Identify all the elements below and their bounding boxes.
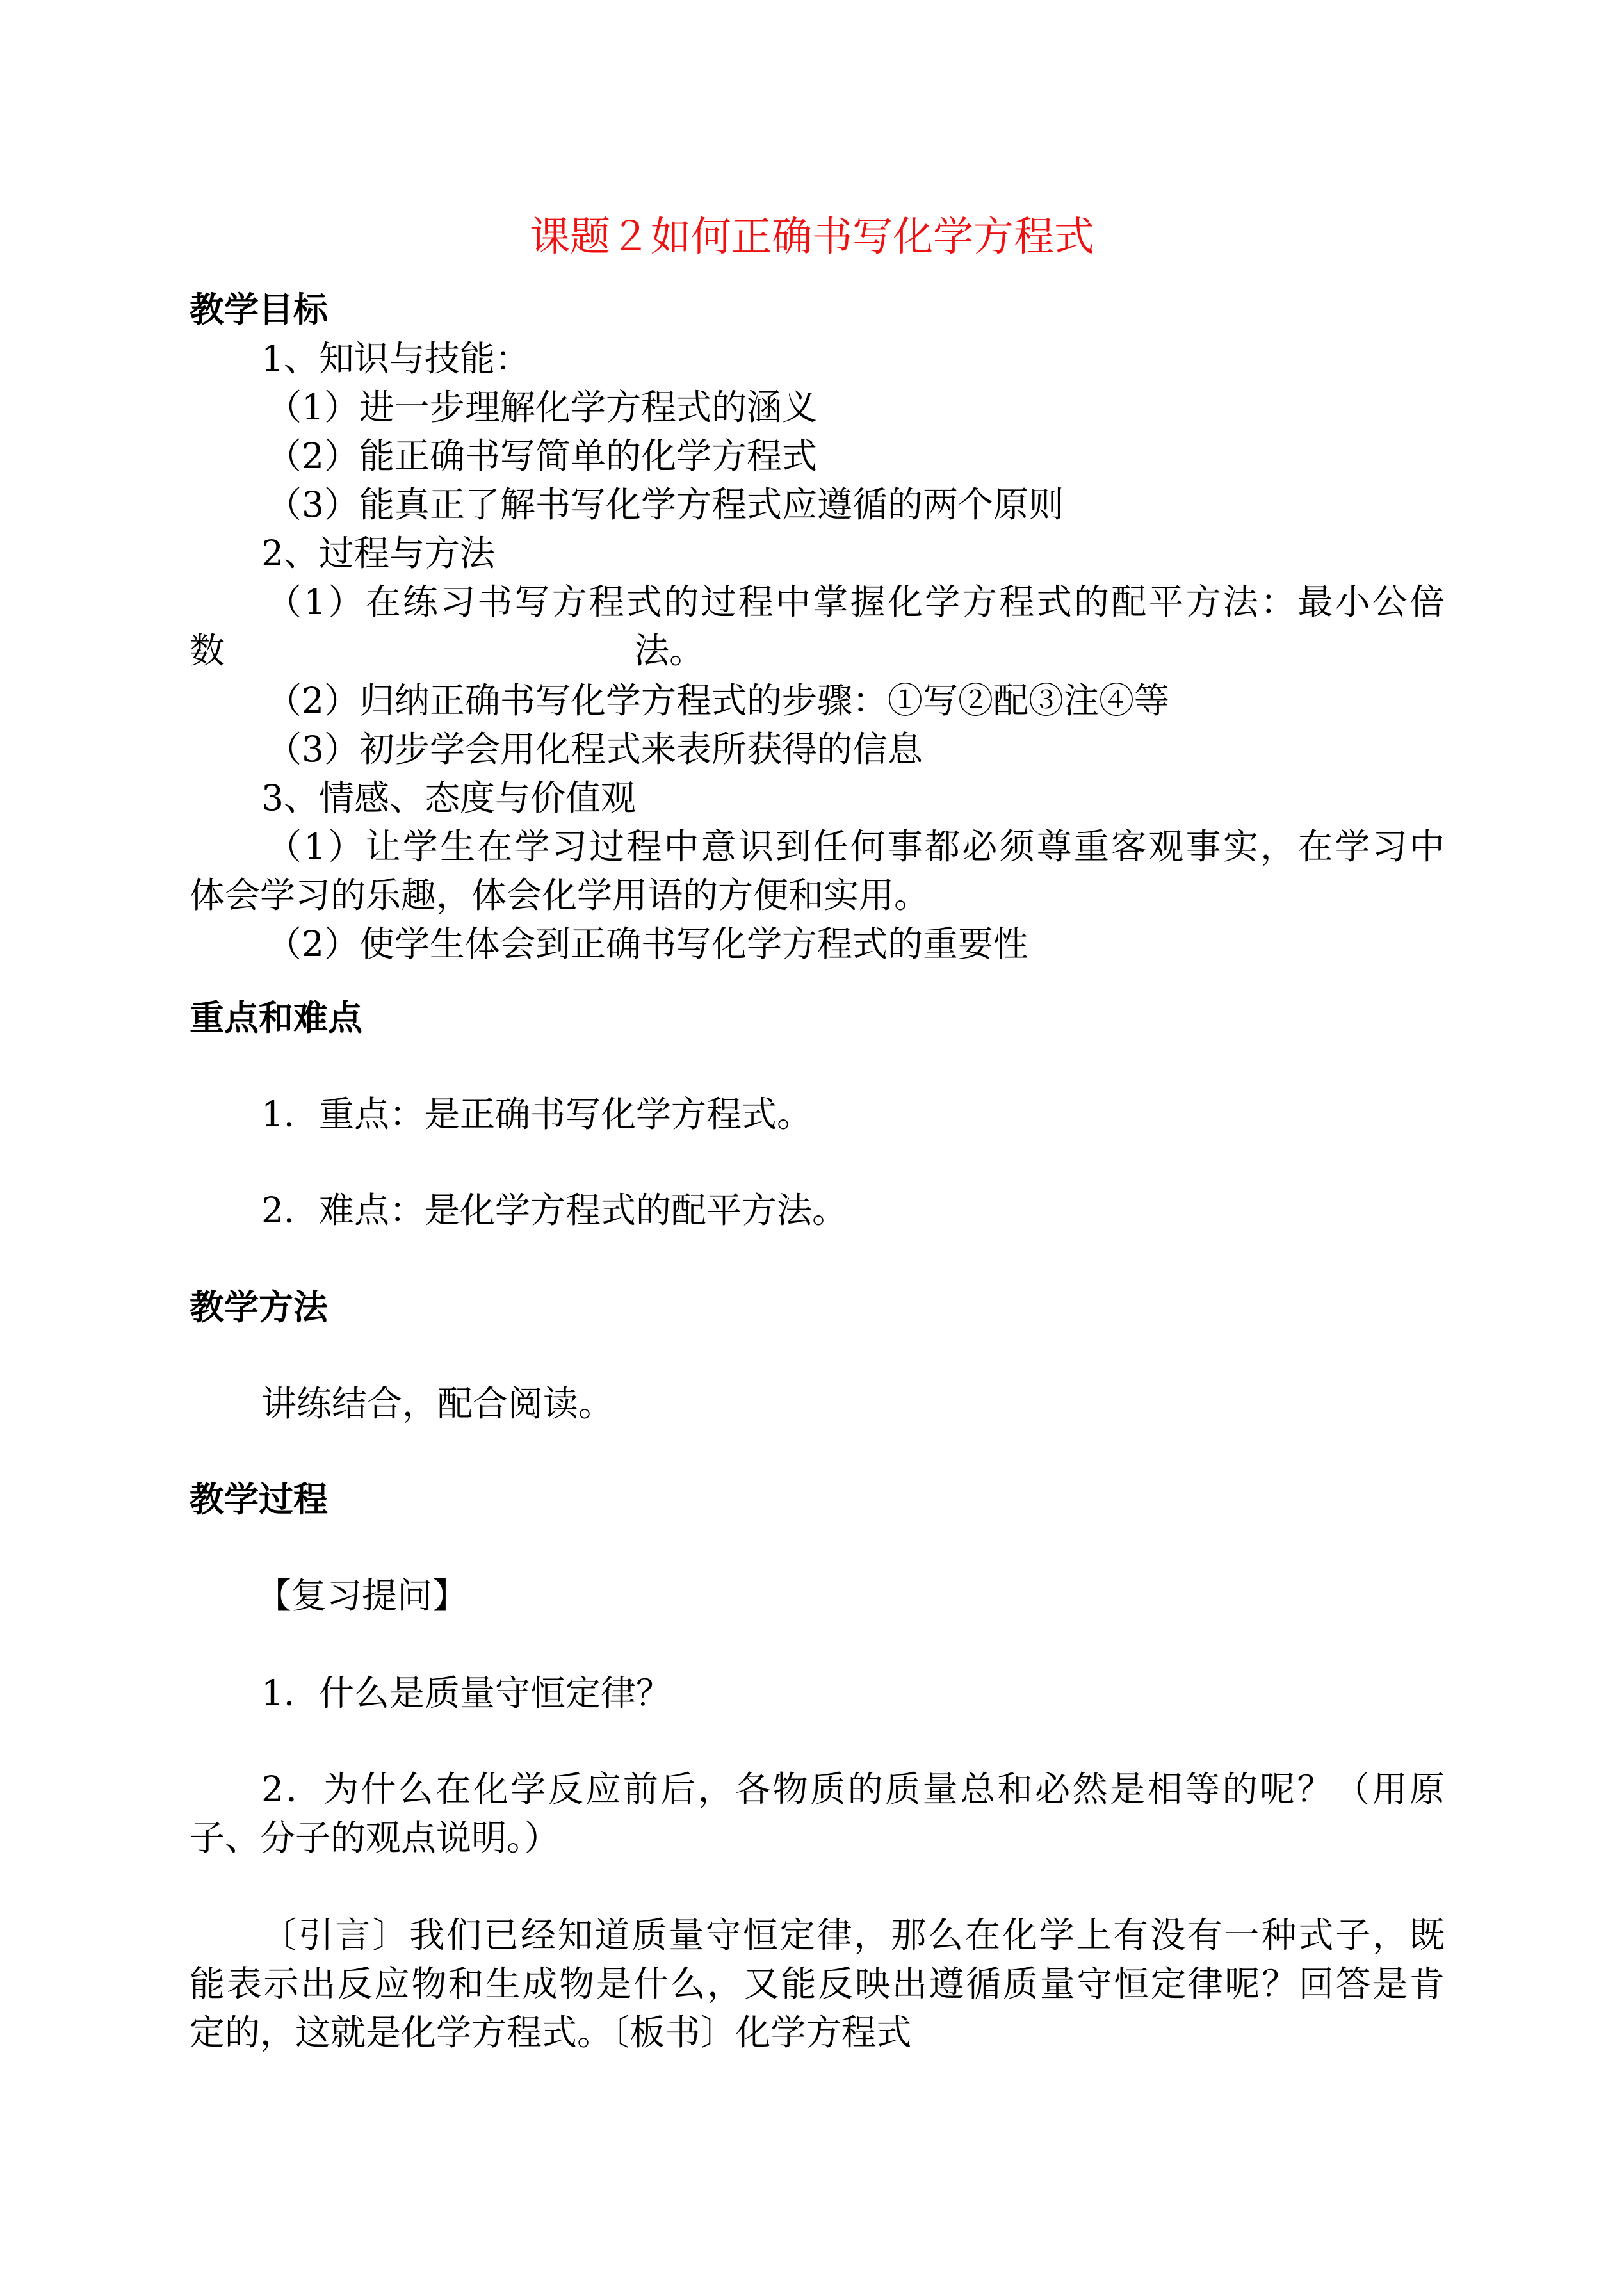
- review-question-2-line1: 2．为什么在化学反应前后，各物质的质量总和必然是相等的呢？（用原: [261, 1769, 1445, 1810]
- section-heading-process: 教学过程: [190, 1479, 328, 1520]
- objective-p1-line2-right: 法。: [634, 630, 705, 671]
- emotion-title: 3、情感、态度与价值观: [261, 777, 636, 818]
- knowledge-skills-title: 1、知识与技能：: [261, 338, 530, 379]
- section-heading-key-points: 重点和难点: [190, 998, 362, 1038]
- objective-p1-line2-left: 数: [190, 630, 225, 671]
- objective-p3: （3）初步学会用化程式来表所获得的信息: [266, 729, 923, 770]
- section-heading-methods: 教学方法: [190, 1287, 328, 1327]
- section-heading-objectives: 教学目标: [190, 289, 328, 330]
- review-question-1: 1．什么是质量守恒定律？: [261, 1673, 671, 1714]
- objective-e1-line2: 体会学习的乐趣，体会化学用语的方便和实用。: [190, 875, 930, 916]
- objective-e2: （2）使学生体会到正确书写化学方程式的重要性: [266, 923, 1028, 964]
- intro-line3: 定的，这就是化学方程式。〔板书〕化学方程式: [190, 2012, 912, 2053]
- objective-k3: （3）能真正了解书写化学方程式应遵循的两个原则: [266, 484, 1064, 525]
- process-method-title: 2、过程与方法: [261, 533, 495, 574]
- objective-e1-line1: （1）让学生在学习过程中意识到任何事都必须尊重客观事实，在学习中: [266, 826, 1445, 867]
- key-point-1: 1．重点：是正确书写化学方程式。: [261, 1094, 812, 1135]
- review-question-2-line2: 子、分子的观点说明。）: [190, 1817, 560, 1858]
- intro-line1: 〔引言〕我们已经知道质量守恒定律，那么在化学上有没有一种式子，既: [261, 1915, 1445, 1956]
- review-label: 【复习提问】: [256, 1575, 468, 1616]
- objective-k1: （1）进一步理解化学方程式的涵义: [266, 387, 817, 428]
- key-point-2: 2．难点：是化学方程式的配平方法。: [261, 1190, 847, 1231]
- objective-p1-line2: [190, 626, 1445, 675]
- document-title: 课题２如何正确书写化学方程式: [530, 213, 1094, 260]
- intro-line2: 能表示出反应物和生成物是什么，又能反映出遵循质量守恒定律呢？回答是肯: [190, 1963, 1445, 2004]
- objective-p2: （2）归纳正确书写化学方程式的步骤：①写②配③注④等: [266, 680, 1169, 721]
- objective-k2: （2）能正确书写简单的化学方程式: [266, 435, 817, 476]
- objective-p1-line1: （1）在练习书写方程式的过程中掌握化学方程式的配平方法：最小公倍: [266, 581, 1445, 622]
- methods-text: 讲练结合，配合阅读。: [261, 1383, 614, 1424]
